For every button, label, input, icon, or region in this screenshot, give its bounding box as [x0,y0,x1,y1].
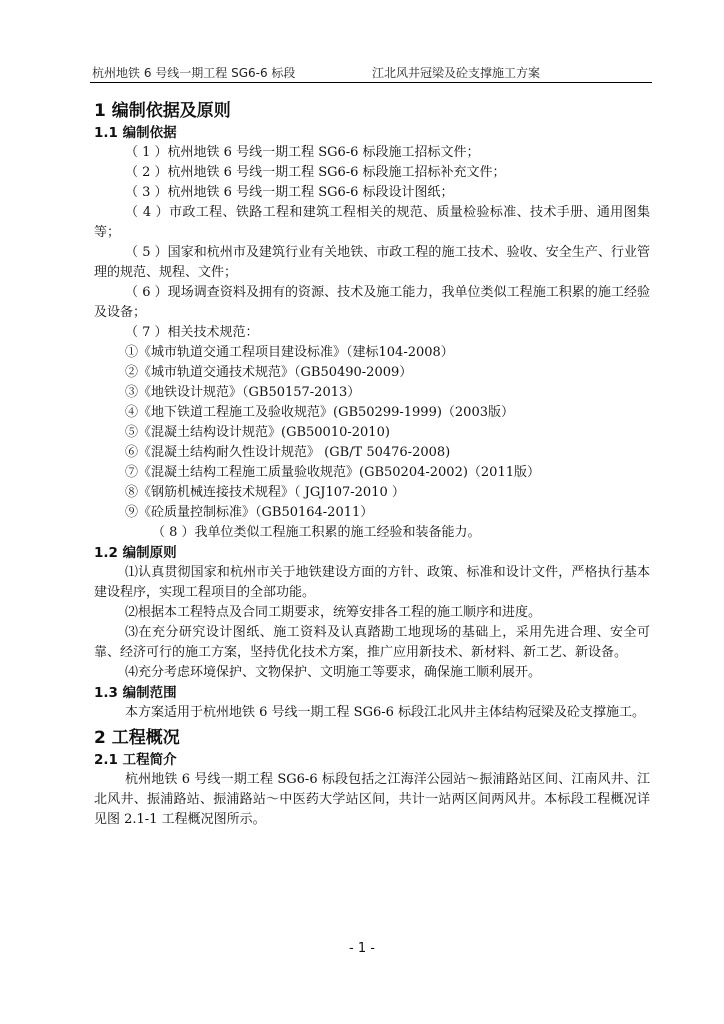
spec-item-7: ⑦《混凝土结构工程施工质量验收规范》(GB50204-2002)（2011版） [125,465,540,480]
spec-item-8: ⑧《钢筋机械连接技术规程》（ JGJ107-2010 ） [125,485,405,500]
section-1-3-heading: 1.3 编制范围 [94,685,177,701]
basis-item-4: （ 4 ）市政工程、铁路工程和建筑工程相关的规范、质量检验标准、技术手册、通用图集等； [94,205,650,240]
scope-text: 本方案适用于杭州地铁 6 号线一期工程 SG6-6 标段江北风井主体结构冠梁及砼支撑施工。 [125,705,646,720]
principle-item-3: ⑶在充分研究设计图纸、施工资料及认真踏勘工地现场的基础上，采用先进合理、安全可靠、经济可行的施工方案，坚持优化技术方案，推广应用新技术、新材料、新工艺、新设备。 [94,625,650,660]
basis-item-7: （ 7 ）相关技术规范： [125,325,259,340]
basis-item-6: （ 6 ）现场调查资料及拥有的资源、技术及施工能力，我单位类似工程施工积累的施工经验及设备； [94,285,650,320]
header-rule [90,82,652,83]
basis-item-1: （ 1 ）杭州地铁 6 号线一期工程 SG6-6 标段施工招标文件； [125,145,480,160]
spec-item-1: ①《城市轨道交通工程项目建设标准》（建标104-2008） [125,345,454,360]
basis-item-8: （ 8 ）我单位类似工程施工积累的施工经验和装备能力。 [152,525,481,540]
principle-item-2: ⑵根据本工程特点及合同工期要求，统筹安排各工程的施工顺序和进度。 [125,605,542,620]
page-body [94,100,650,830]
page-number: - 1 - [349,941,375,956]
basis-item-5: （ 5 ）国家和杭州市及建筑行业有关地铁、市政工程的施工技术、验收、安全生产、行业管理的规范、规程、文件； [94,245,650,280]
section-2-1-heading: 2.1 工程简介 [94,752,177,768]
section-2-heading: 2 工程概况 [94,728,180,748]
basis-item-3: （ 3 ）杭州地铁 6 号线一期工程 SG6-6 标段设计图纸； [125,185,454,200]
section-1-2-heading: 1.2 编制原则 [94,545,177,561]
project-intro-text: 杭州地铁 6 号线一期工程 SG6-6 标段包括之江海洋公园站～振浦路站区间、江南风井、江北风井、振浦路站、振浦路站～中医药大学站区间，共计一站两区间两风井。本标段工程概况详见图 2.1-1 工程概况图所示。 [94,772,650,827]
spec-item-9: ⑨《砼质量控制标准》（GB50164-2011） [125,505,374,520]
spec-item-3: ③《地铁设计规范》（GB50157-2013） [125,385,361,400]
spec-item-5: ⑤《混凝土结构设计规范》(GB50010-2010) [125,425,390,440]
section-1-1-heading: 1.1 编制依据 [94,125,177,141]
spec-item-6: ⑥《混凝土结构耐久性设计规范》 (GB/T 50476-2008) [125,445,451,460]
page-header [92,62,650,82]
header-project-title: 杭州地铁 6 号线一期工程 SG6-6 标段 [92,66,296,80]
principle-item-1: ⑴认真贯彻国家和杭州市关于地铁建设方面的方针、政策、标准和设计文件，严格执行基本建设程序，实现工程项目的全部功能。 [94,565,650,600]
spec-item-4: ④《地下铁道工程施工及验收规范》(GB50299-1999)（2003版） [125,405,514,420]
basis-item-2: （ 2 ）杭州地铁 6 号线一期工程 SG6-6 标段施工招标补充文件； [125,165,506,180]
section-1-heading: 1 编制依据及原则 [94,101,231,121]
principle-item-4: ⑷充分考虑环境保护、文物保护、文明施工等要求，确保施工顺利展开。 [125,665,542,680]
header-document-title: 江北风井冠梁及砼支撑施工方案 [372,66,541,80]
spec-item-2: ②《城市轨道交通技术规范》（GB50490-2009） [125,365,413,380]
